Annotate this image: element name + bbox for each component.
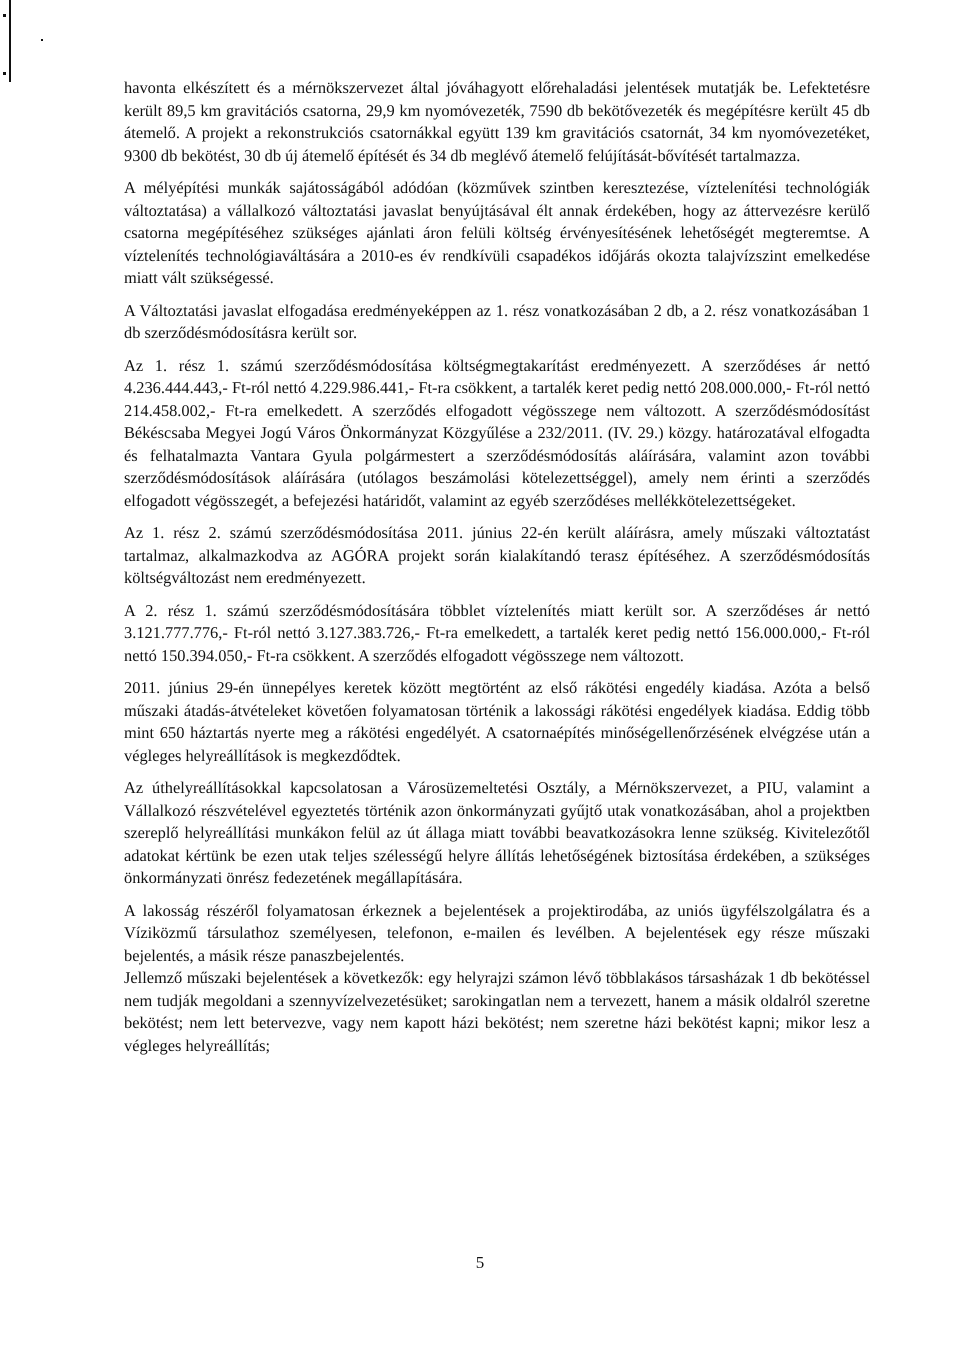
document-body <box>124 77 870 1057</box>
paragraph-public-reports: A lakosság részéről folyamatosan érkeznek a bejelentések a projektirodába, az uniós ügyfélszolgálatra és a Víziközmű társulathoz személyesen, telefonon, e-mailen és levélben. A bejelentések egy része műszaki bejelentés, a másik része panaszbejelentés. <box>124 900 870 965</box>
scan-edge-mark <box>9 0 11 82</box>
paragraph-road-restoration: Az úthelyreállításokkal kapcsolatosan a Városüzemeltetési Osztály, a Mérnökszervezet, a PIU, valamint a Vállalkozó részvételével egyeztetés történik azon önkormányzati gyűjtő utak vonatkozásában, ahol a projektben szereplő helyreállítási munkákon felül az út állaga miatt további beavatkozásokra lenne szükség. Kivitelezőtől adatokat kértünk be ezen utak teljes szélességű helyre állítás lehetőségének biztosítása érdekében, a szükséges önkormányzati önrész fedezetének megállapítására. <box>124 778 870 887</box>
page-number: 5 <box>475 1253 485 1272</box>
paragraph-project-progress: havonta elkészített és a mérnökszervezet által jóváhagyott előrehaladási jelentések mutatják be. Lefektetésre került 89,5 km gravitációs csatorna, 29,9 km nyomóvezeték, 7590 db bekötővezeték és megépítésre került 45 db átemelő. A projekt a rekonstrukciós csatornákkal együtt 139 km gravitációs csatornát, 34 km nyomóvezetéket, 9300 db bekötést, 30 db új átemelő építését és 34 db meglévő átemelő felújítását-bővítését tartalmazza. <box>124 78 870 165</box>
paragraph-part2-amendment1: A 2. rész 1. számú szerződésmódosítására többlet víztelenítés miatt került sor. A szerződéses ár nettó 3.121.777.776,- Ft-ról nettó 3.127.383.726,- Ft-ra emelkedett, a tartalék keret pedig nettó 156.000.000,- Ft-ról nettó 150.394.050,- Ft-ra csökkent. A szerződés elfogadott végösszege nem változott. <box>124 600 870 665</box>
scan-speck <box>3 72 6 75</box>
paragraph-contract-amendments: A Változtatási javaslat elfogadása eredményeképpen az 1. rész vonatkozásában 2 db, a 2. rész vonatkozásában 1 db szerződésmódosításra került sor. <box>124 300 870 342</box>
paragraph-part1-amendment2: Az 1. rész 2. számú szerződésmódosítása 2011. június 22-én került aláírásra, amely műszaki változtatást tartalmaz, alkalmazkodva az AGÓRA projekt során kialakítandó terasz építéséhez. A szerződésmódosítás költségváltozást nem eredményezett. <box>124 523 870 587</box>
paragraph-change-proposal: A mélyépítési munkák sajátosságából adódóan (közművek szintben keresztezése, víztelenítési technológiák változtatása) a vállalkozó változtatási javaslat benyújtásával élt annak érdekében, hogy az áttervezésre kerülő csatorna megépítéséhez szükséges ajánlati áron felüli költség érvényesítésének lehetőségét megteremtse. A víztelenítés technológiaváltására a 2010-es év rendkívüli csapadékos időjárás okozta talajvízszint emelkedése miatt vált szükségessé. <box>124 178 870 287</box>
paragraph-part1-amendment1: Az 1. rész 1. számú szerződésmódosítása költségmegtakarítást eredményezett. A szerződéses ár nettó 4.236.444.443,- Ft-ról nettó 4.229.986.441,- Ft-ra csökkent, a tartalék keret pedig nettó 208.000.000,- Ft-ról nettó 214.458.002,- Ft-ra emelkedett. A szerződés elfogadott végösszege nem változott. A szerződésmódosítást Békéscsaba Megyei Jogú Város Önkormányzat Közgyűlése a 232/2011. (IV. 29.) közgy. határozatával elfogadta és felhatalmazta Vantara Gyula polgármestert a szerződésmódosítás aláírására, valamint azon további szerződésmódosítások aláírására (utólagos beszámolási kötelezettséggel), amely nem érinti a szerződés elfogadott végösszegét, a befejezési határidőt, valamint az egyéb szerződéses mellékkötelezettségeket. <box>124 355 870 510</box>
scan-speck <box>3 14 6 17</box>
paragraph-connection-permits: 2011. június 29-én ünnepélyes keretek között megtörtént az első rákötési engedély kiadása. Azóta a belső műszaki átadás-átvételeket követően folyamatosan történik a lakossági rákötési engedélyek kiadása. Eddig több mint 650 háztartás nyerte meg a rákötési engedélyét. A csatornaépítés minőségellenőrzésének elvégzése után a végleges helyreállítások is megkezdődtek. <box>124 678 870 765</box>
paragraph-technical-reports: Jellemző műszaki bejelentések a következők: egy helyrajzi számon lévő többlakásos társasházak 1 db bekötéssel nem tudják megoldani a szennyvízelvezetésüket; sarokingatlan nem a tervezett, hanem a másik oldalról szeretne bekötést; nem lett betervezve, vagy nem kapott házi bekötést; nem szeretne házi bekötést kapni; mikor lesz a végleges helyreállítás; <box>124 968 870 1055</box>
scan-speck <box>41 39 43 41</box>
